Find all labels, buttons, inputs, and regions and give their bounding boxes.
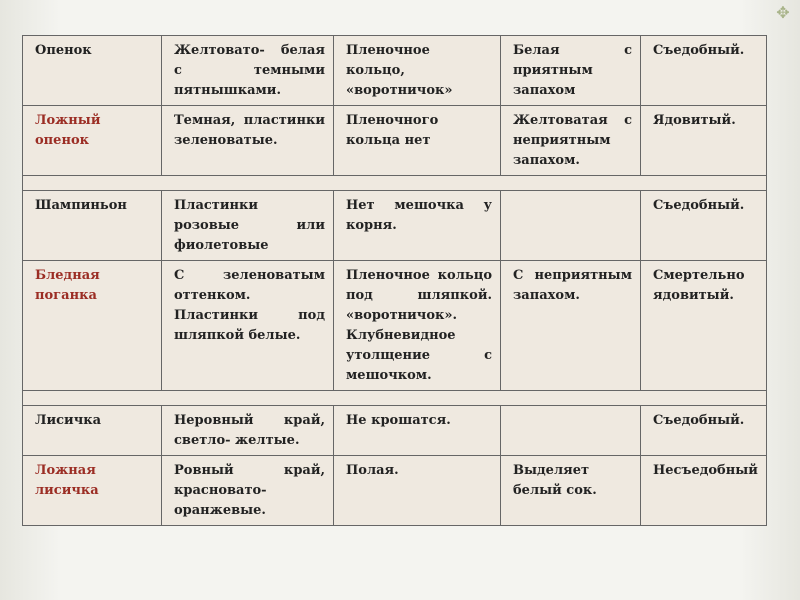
table-row — [23, 406, 767, 456]
cap-plates-cell: Темная, пластинки зеленоватые. — [162, 106, 334, 176]
table-row — [23, 261, 767, 391]
ring-cell: Полая. — [334, 456, 501, 526]
spacer-row — [23, 391, 767, 406]
slide-corner-icon: ✥ — [776, 3, 790, 22]
ring-cell: Пленочного кольца нет — [334, 106, 501, 176]
mushroom-name-cell: Ложная лисичка — [23, 456, 162, 526]
spacer-row — [23, 176, 767, 191]
flesh-cell: С неприятным запахом. — [501, 261, 641, 391]
ring-cell: Пленочное кольцо под шляпкой. «воротничок». Клубневидное утолщение с мешочком. — [334, 261, 501, 391]
table-row — [23, 456, 767, 526]
mushroom-name-cell: Бледная поганка — [23, 261, 162, 391]
mushroom-name-cell: Опенок — [23, 36, 162, 106]
edibility-cell: Ядовитый. — [641, 106, 767, 176]
flesh-cell: Белая с приятным запахом — [501, 36, 641, 106]
cap-plates-cell: Неровный край, светло- желтые. — [162, 406, 334, 456]
table-row — [23, 106, 767, 176]
flesh-cell: Желтоватая с неприятным запахом. — [501, 106, 641, 176]
edibility-cell: Съедобный. — [641, 36, 767, 106]
mushroom-name-cell: Лисичка — [23, 406, 162, 456]
edibility-cell: Съедобный. — [641, 191, 767, 261]
mushroom-name-cell: Ложный опенок — [23, 106, 162, 176]
flesh-cell — [501, 191, 641, 261]
edibility-cell: Несъедобный — [641, 456, 767, 526]
mushroom-name-cell: Шампиньон — [23, 191, 162, 261]
cap-plates-cell: С зеленоватым оттенком. Пластинки под шляпкой белые. — [162, 261, 334, 391]
flesh-cell — [501, 406, 641, 456]
cap-plates-cell: Пластинки розовые или фиолетовые — [162, 191, 334, 261]
ring-cell: Не крошатся. — [334, 406, 501, 456]
cap-plates-cell: Желтовато- белая с темными пятнышками. — [162, 36, 334, 106]
ring-cell: Нет мешочка у корня. — [334, 191, 501, 261]
edibility-cell: Съедобный. — [641, 406, 767, 456]
spacer-cell — [23, 176, 767, 191]
ring-cell: Пленочное кольцо, «воротничок» — [334, 36, 501, 106]
edibility-cell: Смертельно ядовитый. — [641, 261, 767, 391]
table-row — [23, 191, 767, 261]
cap-plates-cell: Ровный край, красновато- оранжевые. — [162, 456, 334, 526]
spacer-cell — [23, 391, 767, 406]
table-row — [23, 36, 767, 106]
flesh-cell: Выделяет белый сок. — [501, 456, 641, 526]
mushroom-comparison-table — [22, 35, 767, 526]
